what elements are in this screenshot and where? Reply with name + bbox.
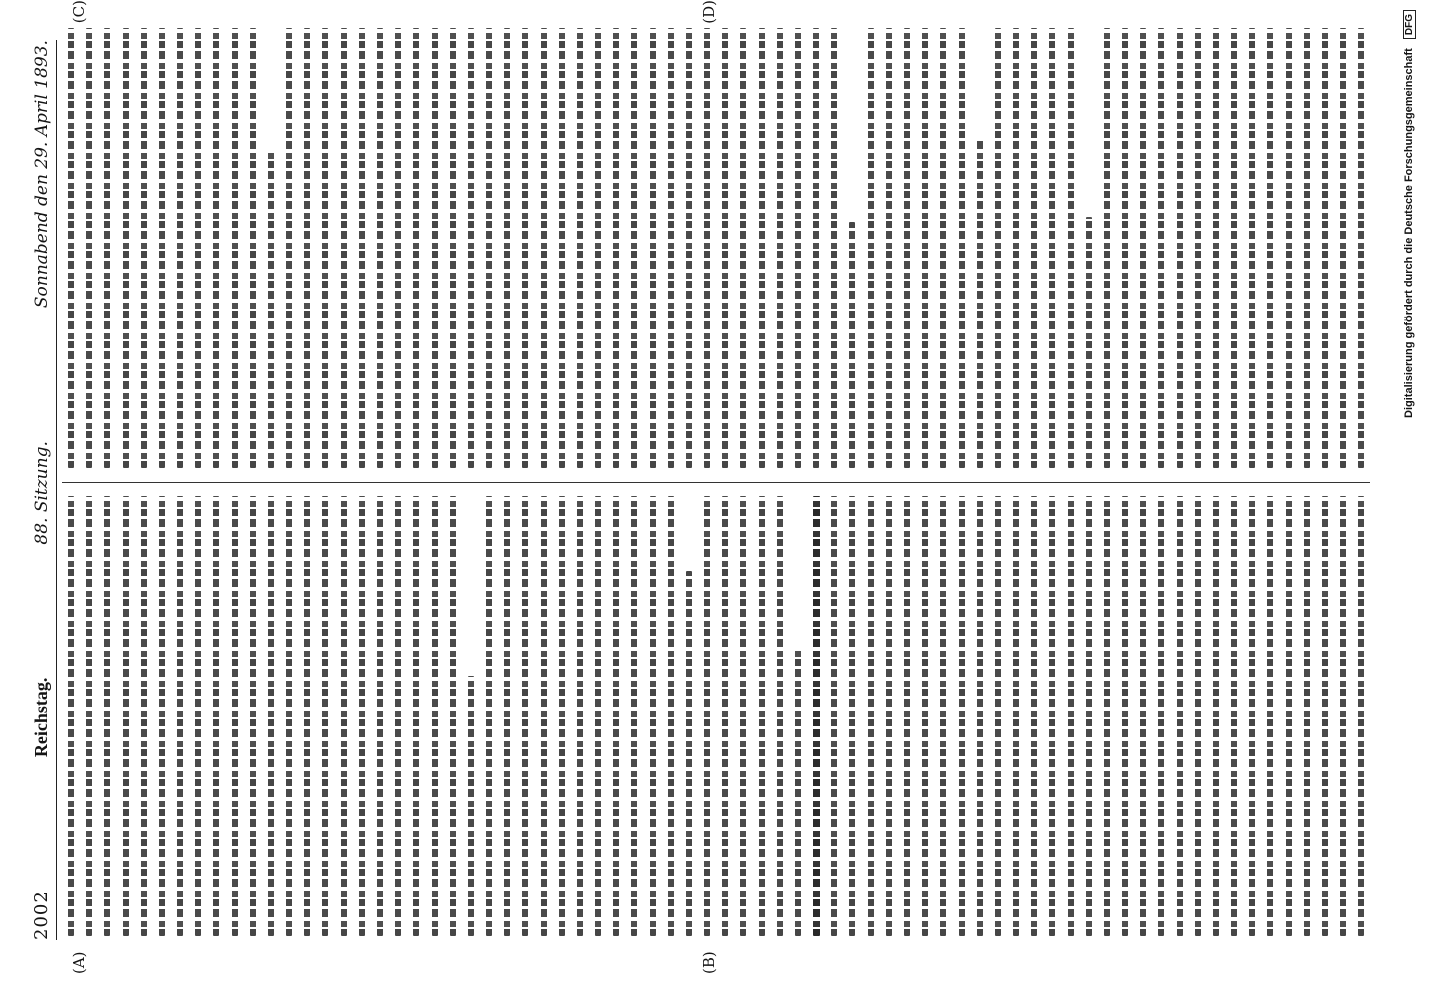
- text-line: [1225, 28, 1243, 468]
- text-line: [698, 496, 716, 936]
- text-line: [280, 496, 298, 936]
- text-line: [571, 28, 589, 468]
- text-line: [1298, 496, 1316, 936]
- text-line: [644, 28, 662, 468]
- text-line: [1170, 28, 1188, 468]
- text-line: [862, 496, 880, 936]
- text-line: [1152, 496, 1170, 936]
- text-line: [952, 28, 970, 468]
- text-line: [880, 28, 898, 468]
- text-column-left: [62, 496, 1370, 936]
- text-line: [1061, 28, 1079, 468]
- text-line: [553, 28, 571, 468]
- text-line: [262, 28, 280, 468]
- text-line: [789, 28, 807, 468]
- text-line: [1280, 28, 1298, 468]
- text-line: [825, 28, 843, 468]
- text-line: [516, 28, 534, 468]
- text-line: [1261, 28, 1279, 468]
- margin-marker-d: (D): [700, 0, 718, 24]
- text-line: [1298, 28, 1316, 468]
- text-line: [1207, 28, 1225, 468]
- text-line: [1243, 496, 1261, 936]
- text-line: [843, 496, 861, 936]
- text-line: [807, 28, 825, 468]
- text-line: [298, 496, 316, 936]
- text-line: [807, 496, 825, 936]
- text-line: [680, 496, 698, 936]
- text-line: [171, 28, 189, 468]
- text-line: [1025, 28, 1043, 468]
- text-line: [407, 496, 425, 936]
- text-line: [553, 496, 571, 936]
- text-line: [226, 28, 244, 468]
- text-line: [1080, 28, 1098, 468]
- text-line: [1261, 496, 1279, 936]
- text-line: [952, 496, 970, 936]
- text-line: [62, 28, 80, 468]
- text-line: [316, 28, 334, 468]
- text-line: [1207, 496, 1225, 936]
- text-line: [1334, 28, 1352, 468]
- dfg-logo: DFG: [1403, 10, 1416, 39]
- text-line: [1043, 28, 1061, 468]
- text-line: [480, 28, 498, 468]
- text-line: [80, 28, 98, 468]
- text-line: [825, 496, 843, 936]
- text-line: [771, 28, 789, 468]
- text-line: [734, 28, 752, 468]
- margin-marker-c: (C): [70, 0, 88, 24]
- text-line: [1007, 28, 1025, 468]
- text-line: [335, 28, 353, 468]
- text-line: [662, 496, 680, 936]
- text-column-right: [62, 28, 1370, 468]
- text-line: [62, 496, 80, 936]
- text-line: [335, 496, 353, 936]
- text-line: [698, 28, 716, 468]
- text-line: [753, 28, 771, 468]
- text-line: [1134, 496, 1152, 936]
- text-line: [734, 496, 752, 936]
- text-line: [498, 496, 516, 936]
- text-line: [1352, 496, 1370, 936]
- text-line: [1007, 496, 1025, 936]
- text-line: [1025, 496, 1043, 936]
- text-line: [80, 496, 98, 936]
- text-line: [1189, 28, 1207, 468]
- text-line: [862, 28, 880, 468]
- text-line: [916, 496, 934, 936]
- text-line: [589, 28, 607, 468]
- text-line: [407, 28, 425, 468]
- text-line: [189, 496, 207, 936]
- text-line: [771, 496, 789, 936]
- text-line: [753, 496, 771, 936]
- text-line: [425, 28, 443, 468]
- text-line: [316, 496, 334, 936]
- text-line: [1134, 28, 1152, 468]
- text-line: [1061, 496, 1079, 936]
- digitization-credit: Digitalisierung gefördert durch die Deutsche Forschungsgemeinschaft: [1403, 48, 1415, 418]
- text-line: [298, 28, 316, 468]
- text-line: [1152, 28, 1170, 468]
- text-line: [244, 28, 262, 468]
- text-line: [644, 496, 662, 936]
- text-line: [934, 28, 952, 468]
- document-page: [10, 0, 1415, 980]
- column-divider: [62, 482, 1370, 483]
- text-line: [1116, 28, 1134, 468]
- text-line: [226, 496, 244, 936]
- text-line: [934, 496, 952, 936]
- text-line: [444, 28, 462, 468]
- text-line: [371, 496, 389, 936]
- text-line: [207, 28, 225, 468]
- session-number: 88. Sitzung.: [32, 441, 52, 545]
- text-line: [1116, 496, 1134, 936]
- text-line: [625, 28, 643, 468]
- text-line: [444, 496, 462, 936]
- text-line: [207, 496, 225, 936]
- page-number: 2002: [31, 890, 52, 940]
- text-line: [662, 28, 680, 468]
- text-line: [534, 496, 552, 936]
- text-line: [244, 496, 262, 936]
- text-line: [280, 28, 298, 468]
- text-line: [989, 28, 1007, 468]
- text-line: [1243, 28, 1261, 468]
- text-line: [389, 496, 407, 936]
- text-line: [1043, 496, 1061, 936]
- text-line: [117, 28, 135, 468]
- text-line: [534, 28, 552, 468]
- text-line: [1098, 28, 1116, 468]
- text-line: [880, 496, 898, 936]
- text-line: [353, 496, 371, 936]
- text-line: [135, 28, 153, 468]
- text-line: [898, 28, 916, 468]
- text-line: [171, 496, 189, 936]
- text-line: [498, 28, 516, 468]
- margin-marker-b: (B): [700, 951, 718, 974]
- text-line: [1334, 496, 1352, 936]
- text-line: [607, 28, 625, 468]
- text-line: [916, 28, 934, 468]
- text-line: [989, 496, 1007, 936]
- text-line: [843, 28, 861, 468]
- text-line: [589, 496, 607, 936]
- text-line: [153, 28, 171, 468]
- text-line: [1316, 496, 1334, 936]
- page-header: [18, 40, 57, 940]
- text-line: [607, 496, 625, 936]
- text-line: [971, 28, 989, 468]
- page-footer: [1403, 0, 1416, 980]
- text-line: [1080, 496, 1098, 936]
- text-line: [1189, 496, 1207, 936]
- text-line: [571, 496, 589, 936]
- text-line: [1225, 496, 1243, 936]
- text-line: [625, 496, 643, 936]
- text-line: [898, 496, 916, 936]
- publication-title: Reichstag.: [31, 677, 51, 758]
- text-line: [371, 28, 389, 468]
- text-line: [1280, 496, 1298, 936]
- text-line: [1098, 496, 1116, 936]
- text-line: [98, 496, 116, 936]
- text-line: [117, 496, 135, 936]
- margin-marker-a: (A): [70, 951, 88, 974]
- text-line: [153, 496, 171, 936]
- text-line: [716, 496, 734, 936]
- text-line: [389, 28, 407, 468]
- text-line: [789, 496, 807, 936]
- text-line: [425, 496, 443, 936]
- text-line: [516, 496, 534, 936]
- text-line: [480, 496, 498, 936]
- text-line: [189, 28, 207, 468]
- text-line: [98, 28, 116, 468]
- text-line: [1170, 496, 1188, 936]
- text-line: [971, 496, 989, 936]
- text-line: [1352, 28, 1370, 468]
- text-line: [1316, 28, 1334, 468]
- session-date: Sonnabend den 29. April 1893.: [32, 40, 52, 309]
- text-line: [462, 28, 480, 468]
- text-line: [353, 28, 371, 468]
- text-line: [135, 496, 153, 936]
- text-line: [716, 28, 734, 468]
- text-line: [262, 496, 280, 936]
- text-line: [462, 496, 480, 936]
- text-line: [680, 28, 698, 468]
